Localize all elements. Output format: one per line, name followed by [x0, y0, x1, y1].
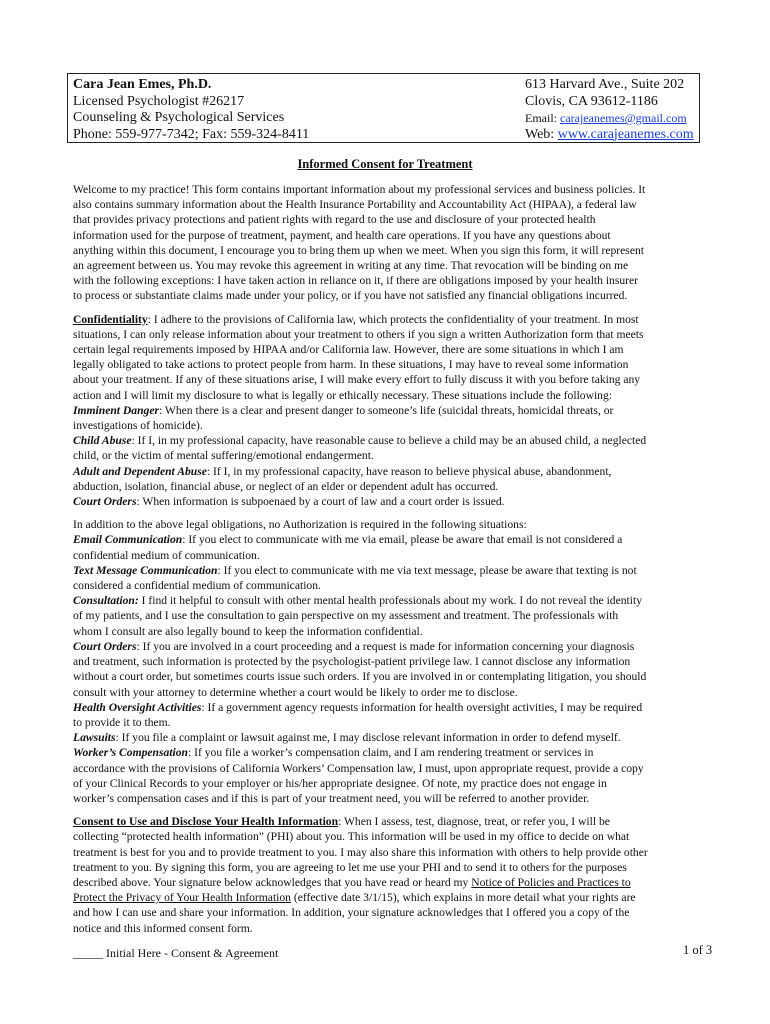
email-communication-line: Email Communication: If you elect to communicate with me via email, please be aware that email is not considered a [73, 533, 623, 547]
letterhead-box [67, 73, 700, 143]
phone-fax-line: Phone: 559-977-7342; Fax: 559-324-8411 [73, 126, 310, 142]
consent-line: treatment to you. By signing this form, you are agreeing to let me use your PHI and to send it to others for the purposes [73, 860, 627, 874]
practitioner-name: Cara Jean Emes, Ph.D. [73, 77, 212, 92]
consultation-line: whom I consult are also legally bound to keep the information confidential. [73, 624, 423, 638]
address-line-2: Clovis, CA 93612-1186 [525, 93, 658, 109]
notice-link: Notice of Policies and Practices to [471, 875, 631, 889]
consent-line: and how I can use and share your information. In addition, your signature acknowledges that I offered you a copy of the [73, 906, 630, 920]
license-line: Licensed Psychologist #26217 [73, 93, 245, 109]
text-message-label: Text Message Communication [73, 563, 218, 577]
letterhead-left [73, 77, 309, 143]
document-body [73, 182, 699, 944]
text-message-line: Text Message Communication: If you elect to communicate with me via text message, please be aware that texting is not [73, 563, 637, 577]
court-orders-label: Court Orders [73, 495, 137, 509]
confidentiality-line: certain legal requirements imposed by HIPAA and/or California law. However, there are some situations in which I am [73, 343, 624, 357]
consultation-label: Consultation: [73, 594, 139, 608]
confidentiality-heading: Confidentiality [73, 312, 148, 326]
consultation-line: Consultation: I find it helpful to consult with other mental health professionals about my work. I do not reveal the identity [73, 594, 642, 608]
page-number: 1 of 3 [683, 943, 713, 957]
court-orders-2-line: Court Orders: If you are involved in a court proceeding and a request is made for information concerning your diagnosis [73, 639, 635, 653]
services-line: Counseling & Psychological Services [73, 110, 285, 125]
consent-line: collecting “protected health information” (PHI) about you. This information will be used in my office to decide on what [73, 830, 630, 844]
email-label: Email: [525, 111, 557, 125]
confidentiality-line: Confidentiality: I adhere to the provisions of California law, which protects the confidentiality of your treatment. In most [73, 312, 639, 326]
workers-comp-label: Worker’s Compensation [73, 746, 188, 760]
confidentiality-line: legally obligated to take actions to protect people from harm. In these situations, I may have to reveal some information [73, 358, 629, 372]
court-orders-line: Court Orders: When information is subpoenaed by a court of law and a court order is issued. [73, 495, 505, 509]
web-label: Web: [525, 126, 555, 142]
intro-paragraph [73, 182, 699, 304]
workers-comp-line: worker’s compensation cases and if this is part of your treatment need, you will be referred to another provider. [73, 791, 590, 805]
consent-line: described above. Your signature below acknowledges that you have read or heard my Notice of Policies and Practices to [73, 875, 631, 889]
adult-abuse-label: Adult and Dependent Abuse [73, 464, 207, 478]
confidentiality-line: about your treatment. If any of these situations arise, I will make every effort to fully discuss it with you before taking any [73, 373, 641, 387]
email-link[interactable]: carajeanemes@gmail.com [560, 111, 687, 125]
intro-line: an agreement between us. You may revoke this agreement in writing at any time. That revocation will be binding on me [73, 259, 629, 273]
consent-line: Protect the Privacy of Your Health Information (effective date 3/1/15), which explains in more detail what your rights are [73, 891, 636, 905]
situations-section [73, 517, 699, 806]
consent-section [73, 814, 699, 936]
consent-line: treatment is best for you and to provide treatment to you. I may also share this information with others to help provide other [73, 845, 648, 859]
intro-line: with the following exceptions: I have taken action in reliance on it, if there are obligations imposed by your health insurer [73, 274, 639, 288]
workers-comp-line: accordance with the provisions of California Workers’ Compensation law, I must, upon appropriate request, provide a copy [73, 761, 644, 775]
adult-abuse-line: abduction, isolation, financial abuse, or neglect of an elder or dependent adult has occurred. [73, 479, 499, 493]
notice-link-2: Protect the Privacy of Your Health Information [73, 891, 291, 905]
child-abuse-line: child, or the victim of mental suffering/emotional endangerment. [73, 449, 374, 463]
intro-line: to process or substantiate claims made under your policy, or if you have not satisfied any financial obligations incurred. [73, 289, 628, 303]
court-orders-2-line: without a court order, but sometimes courts issue such orders. If you are involved in or contemplating litigation, you should [73, 670, 647, 684]
workers-comp-line: of your Clinical Records to your employer or his/her appropriate designee. Of note, my practice does not engage in [73, 776, 607, 790]
letterhead-right [525, 77, 694, 143]
situations-intro: In addition to the above legal obligations, no Authorization is required in the following situations: [73, 518, 527, 532]
confidentiality-line: situations, I can only release information about your treatment to others if you sign a written Authorization form that meets [73, 327, 644, 341]
consultation-line: of my patients, and I use the consultation to gain perspective on my assessment and treatment. The professionals with [73, 609, 619, 623]
consent-line: Consent to Use and Disclose Your Health Information: When I assess, test, diagnose, treat, or refer you, I will be [73, 815, 610, 829]
intro-line: Welcome to my practice! This form contains important information about my professional services and business policies. It [73, 183, 646, 196]
court-orders-2-label: Court Orders [73, 639, 137, 653]
workers-comp-line: Worker’s Compensation: If you file a worker’s compensation claim, and I am rendering treatment or services in [73, 746, 594, 760]
intro-line: information used for the purpose of treatment, payment, and health care operations. If you have any questions about [73, 228, 611, 242]
health-oversight-line: Health Oversight Activities: If a government agency requests information for health oversight activities, I may be required [73, 700, 643, 714]
imminent-danger-label: Imminent Danger [73, 403, 160, 417]
email-communication-label: Email Communication [73, 533, 183, 547]
child-abuse-label: Child Abuse [73, 434, 132, 448]
website-link[interactable]: www.carajeanemes.com [557, 126, 694, 142]
confidentiality-line: action and I will limit my disclosure to what is legally or ethically necessary. These situations include the following: [73, 388, 612, 402]
imminent-danger-line: Imminent Danger: When there is a clear and present danger to someone’s life (suicidal threats, homicidal threats, or [73, 403, 614, 417]
intro-line: anything within this document, I encourage you to bring them up when we meet. When you sign this form, it will represent [73, 243, 644, 257]
court-orders-2-line: consult with your attorney to determine whether a court would be likely to order me to disclose. [73, 685, 518, 699]
health-oversight-label: Health Oversight Activities [73, 700, 202, 714]
confidentiality-section [73, 312, 699, 510]
address-line-1: 613 Harvard Ave., Suite 202 [525, 77, 685, 92]
imminent-danger-line: investigations of homicide). [73, 419, 203, 433]
initial-line: _____ Initial Here - Consent & Agreement [73, 946, 279, 960]
child-abuse-line: Child Abuse: If I, in my professional capacity, have reasonable cause to believe a child may be an abused child, a neglected [73, 434, 647, 448]
text-message-line: considered a confidential medium of communication. [73, 579, 321, 593]
email-communication-line: confidential medium of communication. [73, 548, 260, 562]
document-title: Informed Consent for Treatment [297, 157, 473, 171]
adult-abuse-line: Adult and Dependent Abuse: If I, in my professional capacity, have reason to believe physical abuse, abandonment, [73, 464, 612, 478]
lawsuits-line: Lawsuits: If you file a complaint or lawsuit against me, I may disclose relevant information in order to defend myself. [73, 731, 621, 745]
consent-line: notice and this informed consent form. [73, 921, 253, 935]
intro-line: also contains summary information about the Health Insurance Portability and Accountability Act (HIPAA), a federal law [73, 198, 637, 212]
intro-line: that provides privacy protections and patient rights with regard to the use and disclosure of your protected health [73, 213, 596, 227]
health-oversight-line: to provide it to them. [73, 715, 171, 729]
lawsuits-label: Lawsuits [73, 731, 116, 745]
consent-heading: Consent to Use and Disclose Your Health Information [73, 815, 339, 829]
court-orders-2-line: and treatment, such information is protected by the psychologist-patient privilege law. I cannot disclose any information [73, 655, 631, 669]
web-line [525, 127, 694, 144]
email-line [525, 110, 694, 127]
